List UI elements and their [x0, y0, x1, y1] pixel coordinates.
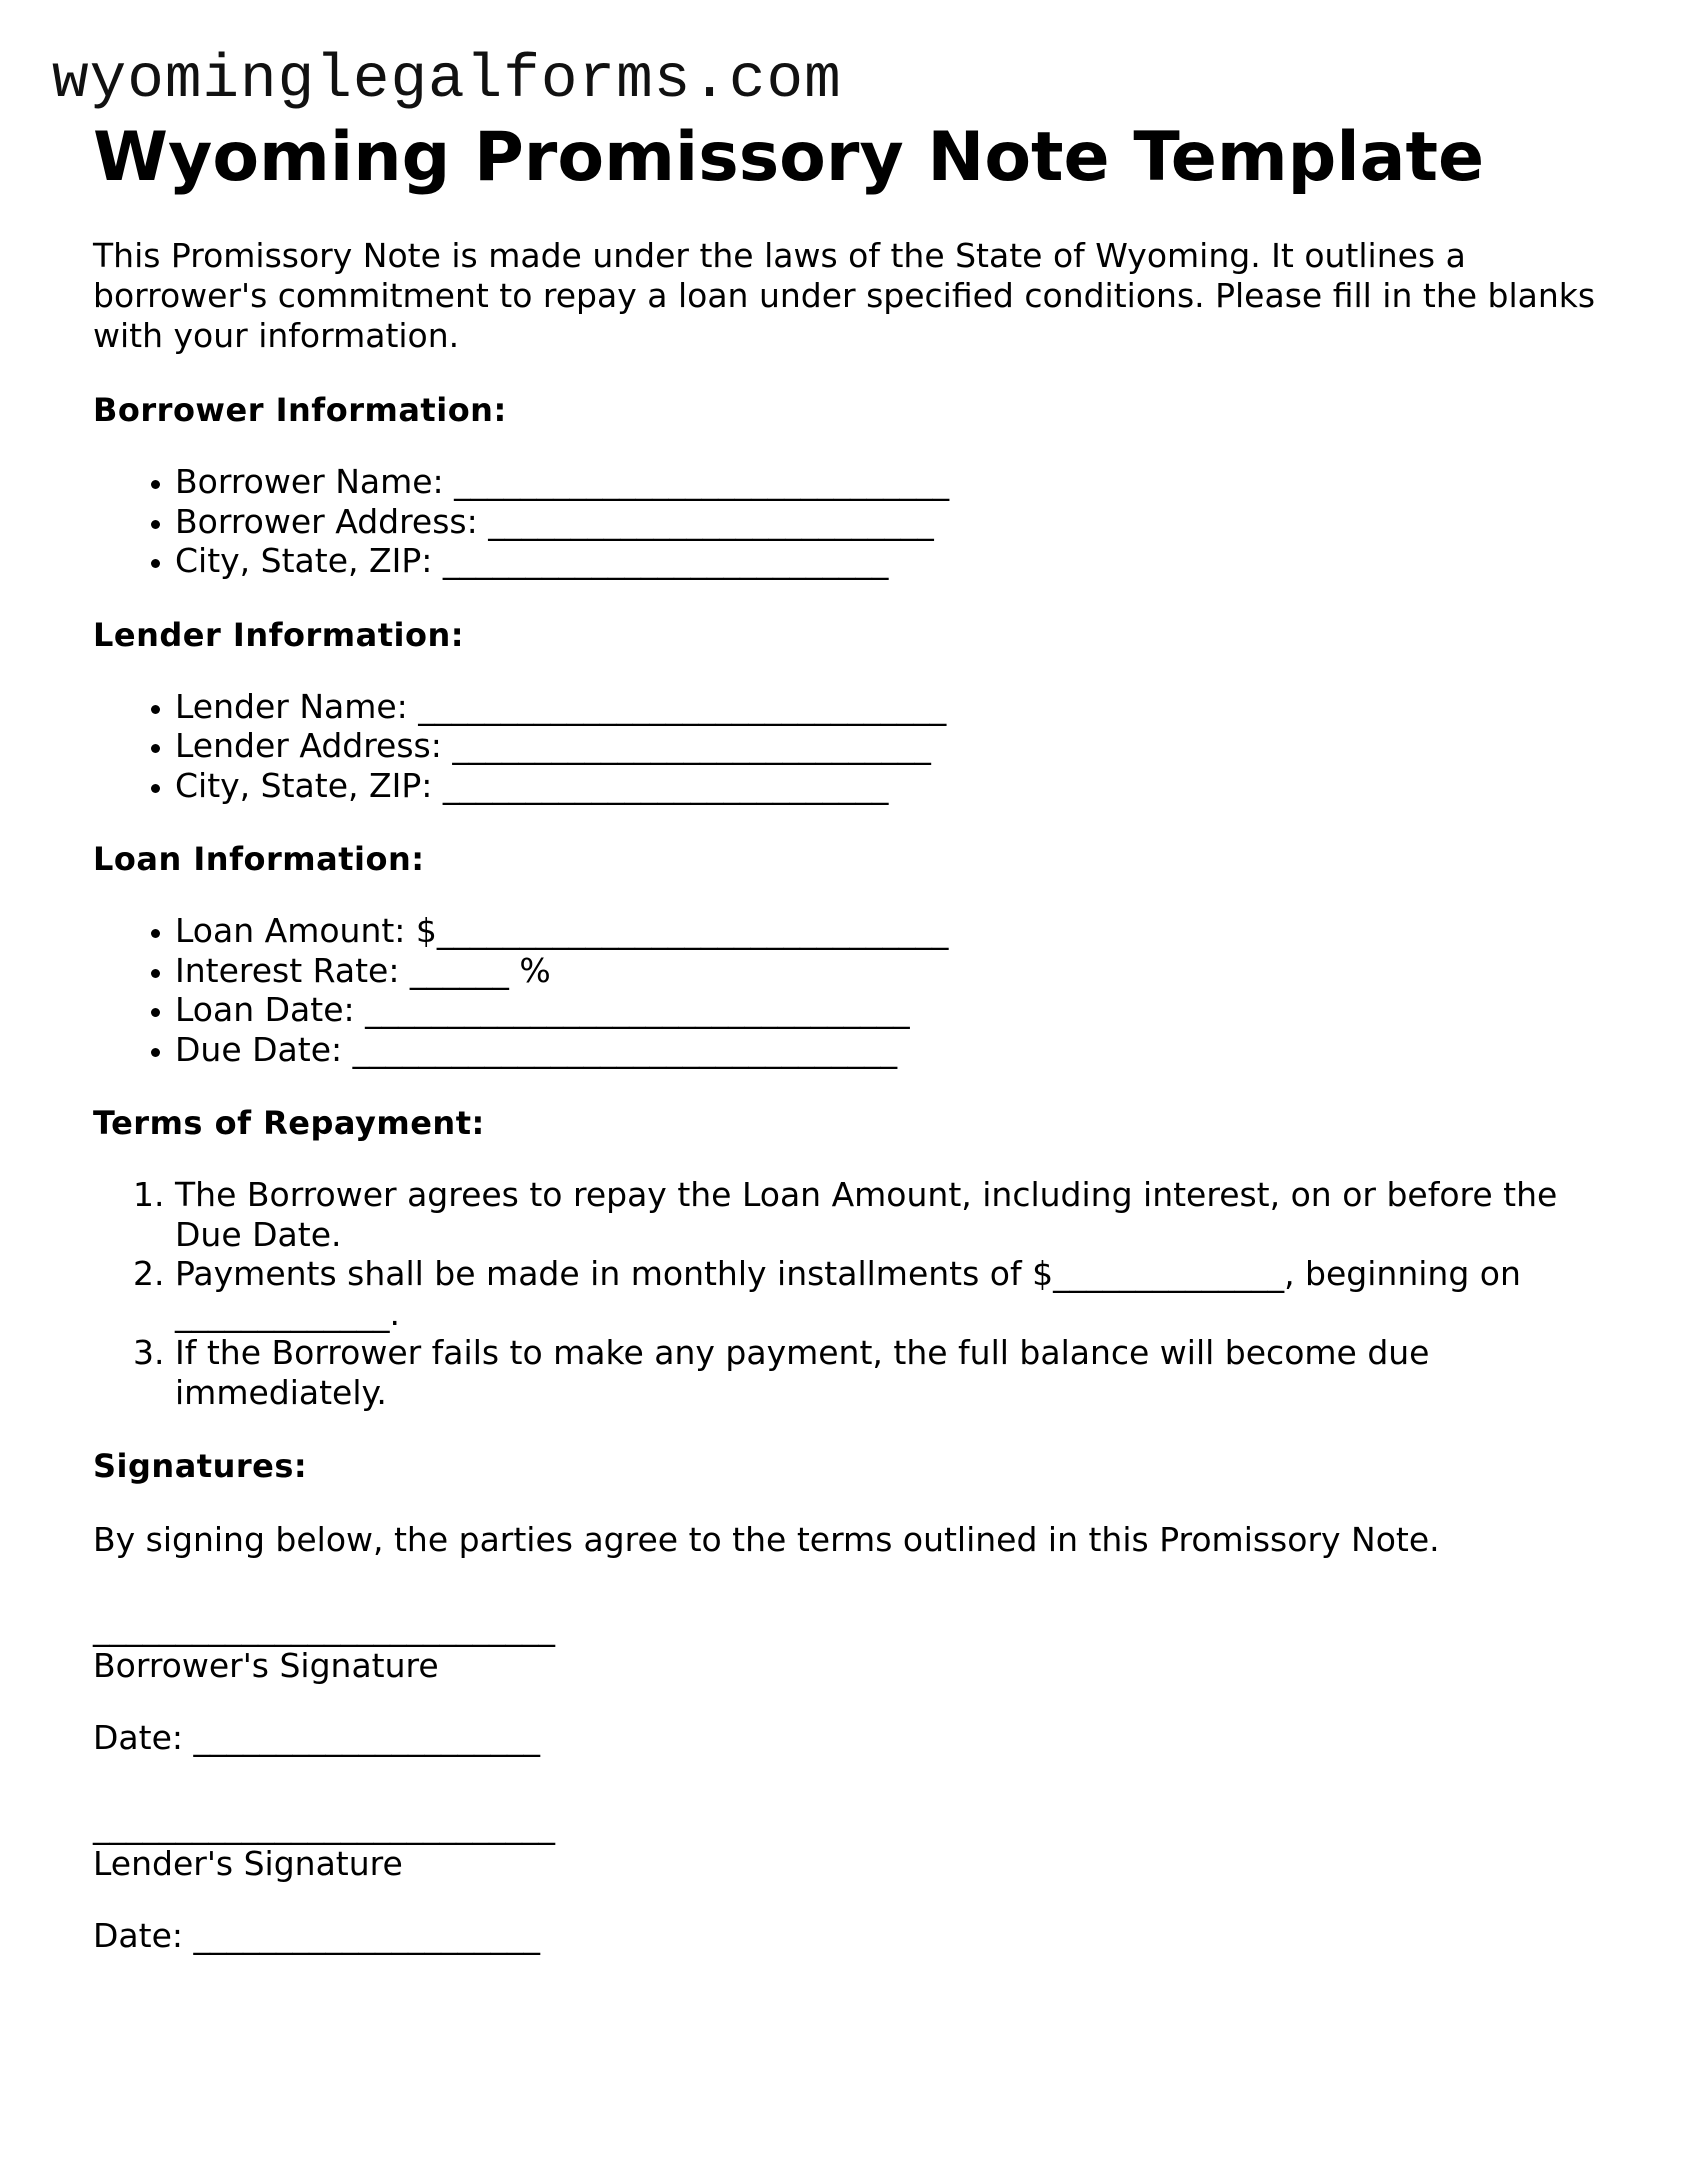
borrower-name-field: • Borrower Name: ______________________________: [175, 462, 1603, 502]
terms-list: [93, 1175, 1603, 1412]
lender-name-field: • Lender Name: ________________________________: [175, 687, 1603, 727]
loan-date-field: • Loan Date: _________________________________: [175, 990, 1603, 1030]
due-date-field: • Due Date: _________________________________: [175, 1030, 1603, 1070]
lender-section-heading: Lender Information:: [93, 615, 465, 654]
borrower-city-state-zip-field: • City, State, ZIP: ___________________________: [175, 541, 1603, 581]
interest-rate-field: • Interest Rate: ______ %: [175, 951, 1603, 991]
lender-signature-date: Date: _____________________: [93, 1916, 540, 1955]
terms-item: 1. The Borrower agrees to repay the Loan Amount, including interest, on or before the Due Date.: [175, 1175, 1603, 1254]
lender-address-field: • Lender Address: _____________________________: [175, 726, 1603, 766]
lender-fields-list: [93, 687, 1603, 806]
loan-fields-list: [93, 911, 1603, 1069]
borrower-fields-list: [93, 462, 1603, 581]
borrower-signature-date: Date: _____________________: [93, 1718, 540, 1757]
loan-section-heading: Loan Information:: [93, 840, 425, 878]
lender-city-state-zip-field: • City, State, ZIP: ___________________________: [175, 766, 1603, 806]
loan-amount-field: • Loan Amount: $_______________________________: [175, 911, 1603, 951]
borrower-section-heading: Borrower Information:: [93, 391, 507, 429]
terms-item: 2. Payments shall be made in monthly installments of $______________, beginning on _____________.: [175, 1254, 1603, 1333]
terms-section-heading: Terms of Repayment:: [93, 1104, 485, 1142]
page-title: Wyoming Promissory Note Template: [93, 118, 1485, 197]
lender-signature-label: Lender's Signature: [93, 1844, 403, 1883]
terms-item: 3. If the Borrower fails to make any payment, the full balance will become due immediately.: [175, 1333, 1603, 1412]
borrower-address-field: • Borrower Address: ___________________________: [175, 502, 1603, 542]
signatures-intro: By signing below, the parties agree to the terms outlined in this Promissory Note.: [93, 1520, 1440, 1559]
lender-signature-line: ____________________________: [93, 1806, 555, 1845]
intro-paragraph: This Promissory Note is made under the laws of the State of Wyoming. It outlines a borrower's commitment to repay a loan under specified conditions. Please fill in the blanks with your information.: [93, 236, 1596, 355]
borrower-signature-label: Borrower's Signature: [93, 1646, 439, 1685]
site-watermark: wyominglegalforms.com: [52, 46, 842, 115]
document-body: [93, 116, 1603, 1956]
borrower-signature-line: ____________________________: [93, 1608, 555, 1647]
signatures-section-heading: Signatures:: [93, 1447, 308, 1485]
